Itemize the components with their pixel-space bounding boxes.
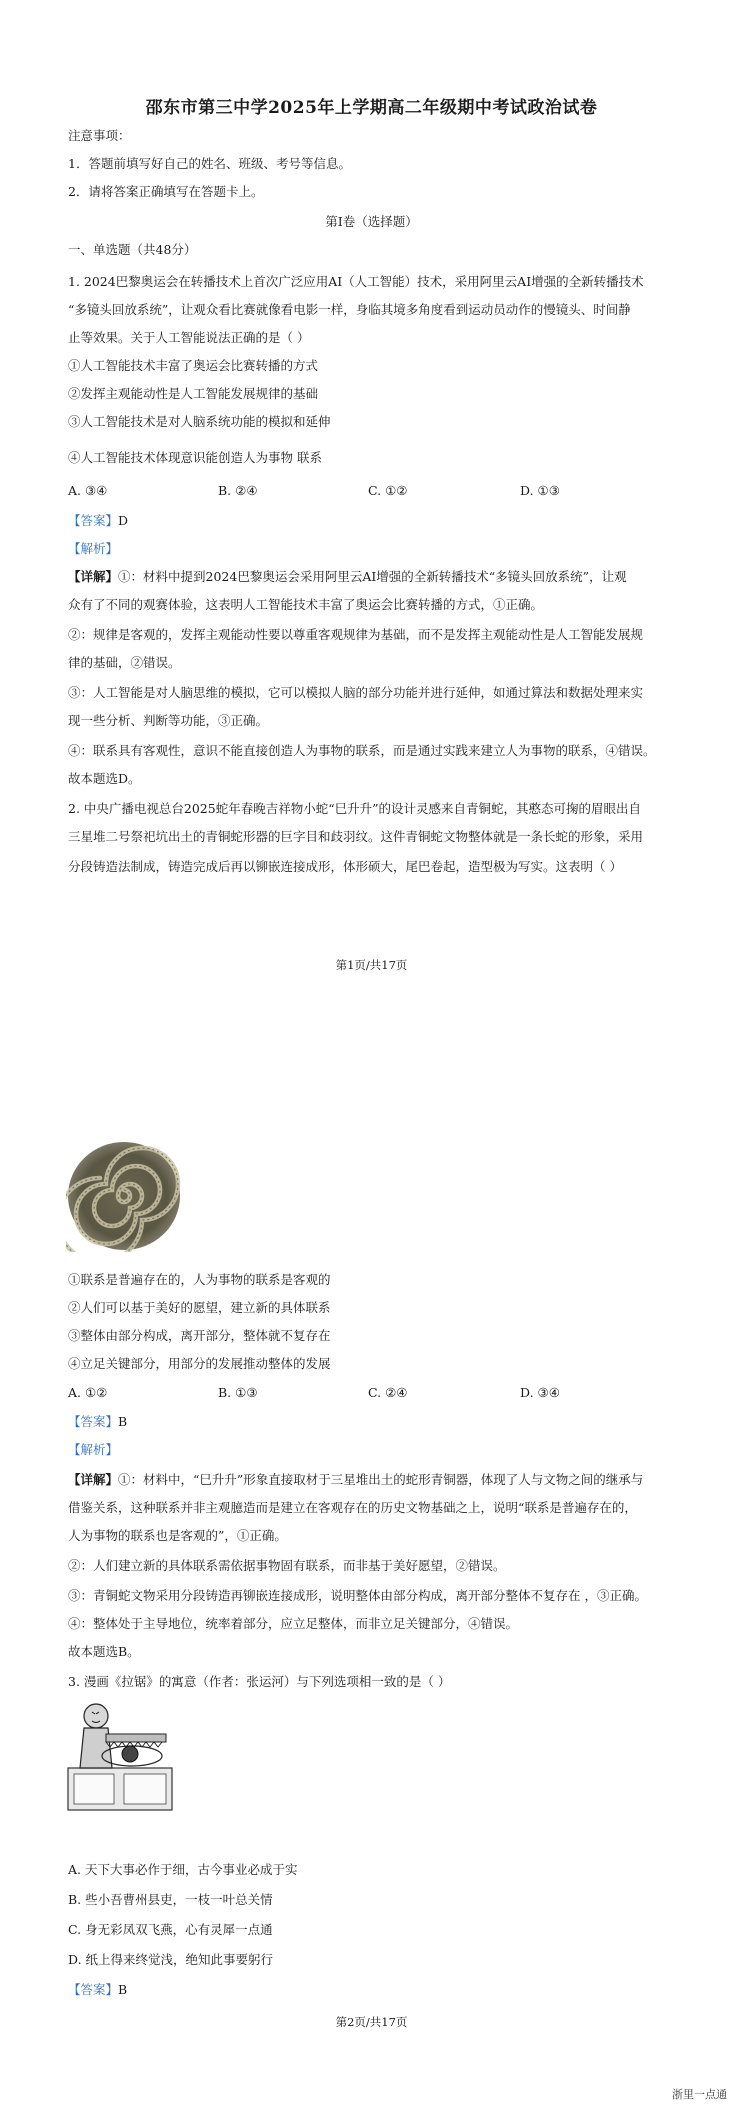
q1-detail-line: 现一些分析、判断等功能，③正确。 (68, 713, 269, 728)
page-2 (0, 1040, 743, 2104)
q2-detail-line: 【详解】①：材料中，“巳升升”形象直接取材于三星堆出土的蛇形青铜器，体现了人与文物之间的继承与 (68, 1472, 644, 1487)
q1-stem-line: “多镜头回放系统”，让观众看比赛就像看电影一样，身临其境多角度看到运动员动作的慢镜头、时间静 (68, 302, 631, 317)
detail-tag: 【详解】 (68, 1472, 119, 1487)
q1-detail-line: 律的基础，②错误。 (68, 655, 181, 670)
watermark: 浙里一点通 (672, 2088, 727, 2101)
q2-detail-line: ②：人们建立新的具体联系需依据事物固有联系，而非基于美好愿望，②错误。 (68, 1558, 506, 1573)
q2-statement: ①联系是普遍存在的，人为事物的联系是客观的 (68, 1272, 331, 1287)
q2-option-d: D. ③④ (520, 1385, 560, 1400)
q2-stem-line: 分段铸造法制成，铸造完成后再以铆嵌连接成形，体形硕大，尾巴卷起，造型极为写实。这表明（ ） (68, 859, 622, 874)
q2-option-c: C. ②④ (368, 1385, 408, 1400)
q1-statement: ①人工智能技术丰富了奥运会比赛转播的方式 (68, 358, 319, 373)
q1-stem-line: 止等效果。关于人工智能说法正确的是（ ） (68, 330, 310, 345)
exam-title: 邵东市第三中学2025年上学期高二年级期中考试政治试卷 (145, 98, 598, 118)
q1-detail-line: ③：人工智能是对人脑思维的模拟，它可以模拟人脑的部分功能并进行延伸，如通过算法和数据处理来实 (68, 685, 644, 700)
cartoon-saw-image (66, 1698, 174, 1818)
q1-detail-line: 故本题选D。 (68, 771, 141, 786)
q2-statement: ②人们可以基于美好的愿望，建立新的具体联系 (68, 1300, 331, 1315)
answer-tag: 【答案】 (68, 1982, 119, 1997)
q2-detail-line: 人为事物的联系也是客观的”，①正确。 (68, 1528, 287, 1543)
q3-answer (68, 1982, 127, 1998)
q3-answer-value: B (118, 1982, 128, 1997)
q3-option-d: D. 纸上得来终觉浅，绝知此事要躬行 (68, 1952, 274, 1967)
notice-heading: 注意事项： (68, 128, 131, 143)
q1-answer-value: D (118, 513, 129, 528)
q1-detail-line: 众有了不同的观赛体验，这表明人工智能技术丰富了奥运会比赛转播的方式，①正确。 (68, 597, 544, 612)
q2-stem-line: 2. 中央广播电视总台2025蛇年春晚吉祥物小蛇“巳升升”的设计灵感来自青铜蛇，其憨态可掬的眉眼出自 (68, 801, 641, 816)
q2-statement: ③整体由部分构成，离开部分，整体就不复存在 (68, 1328, 331, 1343)
q1-option-c: C. ①② (368, 483, 408, 498)
q1-detail-line: 【详解】①：材料中提到2024巴黎奥运会采用阿里云AI增强的全新转播技术“多镜头回放系统”，让观 (68, 569, 627, 584)
q1-option-a: A. ③④ (68, 483, 108, 498)
page-number: 第1页/共17页 (335, 958, 408, 972)
answer-tag: 【答案】 (68, 1414, 119, 1429)
q1-detail-line: ②：规律是客观的，发挥主观能动性要以尊重客观规律为基础，而不是发挥主观能动性是人工智能发展规 (68, 627, 644, 642)
q2-detail-line: 借鉴关系，这种联系并非主观臆造而是建立在客观存在的历史文物基础之上，说明“联系是普遍存在的， (68, 1500, 637, 1515)
q3-option-b: B. 些小吾曹州县吏，一枝一叶总关情 (68, 1892, 273, 1907)
q3-stem: 3. 漫画《拉锯》的寓意（作者：张运河）与下列选项相一致的是（ ） (68, 1674, 451, 1689)
q2-detail-line: ③：青铜蛇文物采用分段铸造再铆嵌连接成形，说明整体由部分构成，离开部分整体不复存在 ，③正确。 (68, 1588, 647, 1603)
section-title: 第Ⅰ卷（选择题） (325, 214, 418, 229)
notice-item: 1．答题前填写好自己的姓名、班级、考号等信息。 (68, 156, 351, 171)
q2-answer-value: B (118, 1414, 128, 1429)
q2-stem-line: 三星堆二号祭祀坑出土的青铜蛇形器的巨字目和歧羽纹。这件青铜蛇文物整体就是一条长蛇的形象，采用 (68, 829, 644, 844)
q2-detail-line: ④：整体处于主导地位，统率着部分，应立足整体，而非立足关键部分，④错误。 (68, 1616, 519, 1631)
q3-option-a: A. 天下大事必作于细，古今事业必成于实 (68, 1862, 298, 1877)
detail-tag: 【详解】 (68, 569, 119, 584)
answer-tag: 【答案】 (68, 513, 119, 528)
q1-answer (68, 513, 128, 529)
analysis-tag: 【解析】 (68, 541, 119, 556)
q2-statement: ④立足关键部分，用部分的发展推动整体的发展 (68, 1356, 331, 1371)
bronze-snake-image (66, 1140, 182, 1252)
q1-option-b: B. ②④ (218, 483, 258, 498)
page-number: 第2页/共17页 (335, 2015, 408, 2029)
q1-statement: ④人工智能技术体现意识能创造人为事物 联系 (68, 450, 322, 465)
part-title: 一、单选题（共48分） (68, 242, 197, 257)
notice-item: 2．请将答案正确填写在答题卡上。 (68, 184, 264, 199)
q1-option-d: D. ①③ (520, 483, 560, 498)
q3-option-c: C. 身无彩凤双飞燕，心有灵犀一点通 (68, 1922, 273, 1937)
analysis-tag: 【解析】 (68, 1442, 119, 1457)
q2-answer (68, 1414, 127, 1430)
q1-stem-line: 1. 2024巴黎奥运会在转播技术上首次广泛应用AI（人工智能）技术，采用阿里云AI增强的全新转播技术 (68, 274, 644, 289)
q2-option-a: A. ①② (68, 1385, 108, 1400)
page-1 (0, 0, 743, 1040)
q2-detail-line: 故本题选B。 (68, 1644, 140, 1659)
q1-detail-line: ④：联系具有客观性，意识不能直接创造人为事物的联系，而是通过实践来建立人为事物的联系，④错误。 (68, 743, 656, 758)
q1-statement: ②发挥主观能动性是人工智能发展规律的基础 (68, 386, 319, 401)
q1-statement: ③人工智能技术是对人脑系统功能的模拟和延伸 (68, 414, 331, 429)
q2-option-b: B. ①③ (218, 1385, 258, 1400)
